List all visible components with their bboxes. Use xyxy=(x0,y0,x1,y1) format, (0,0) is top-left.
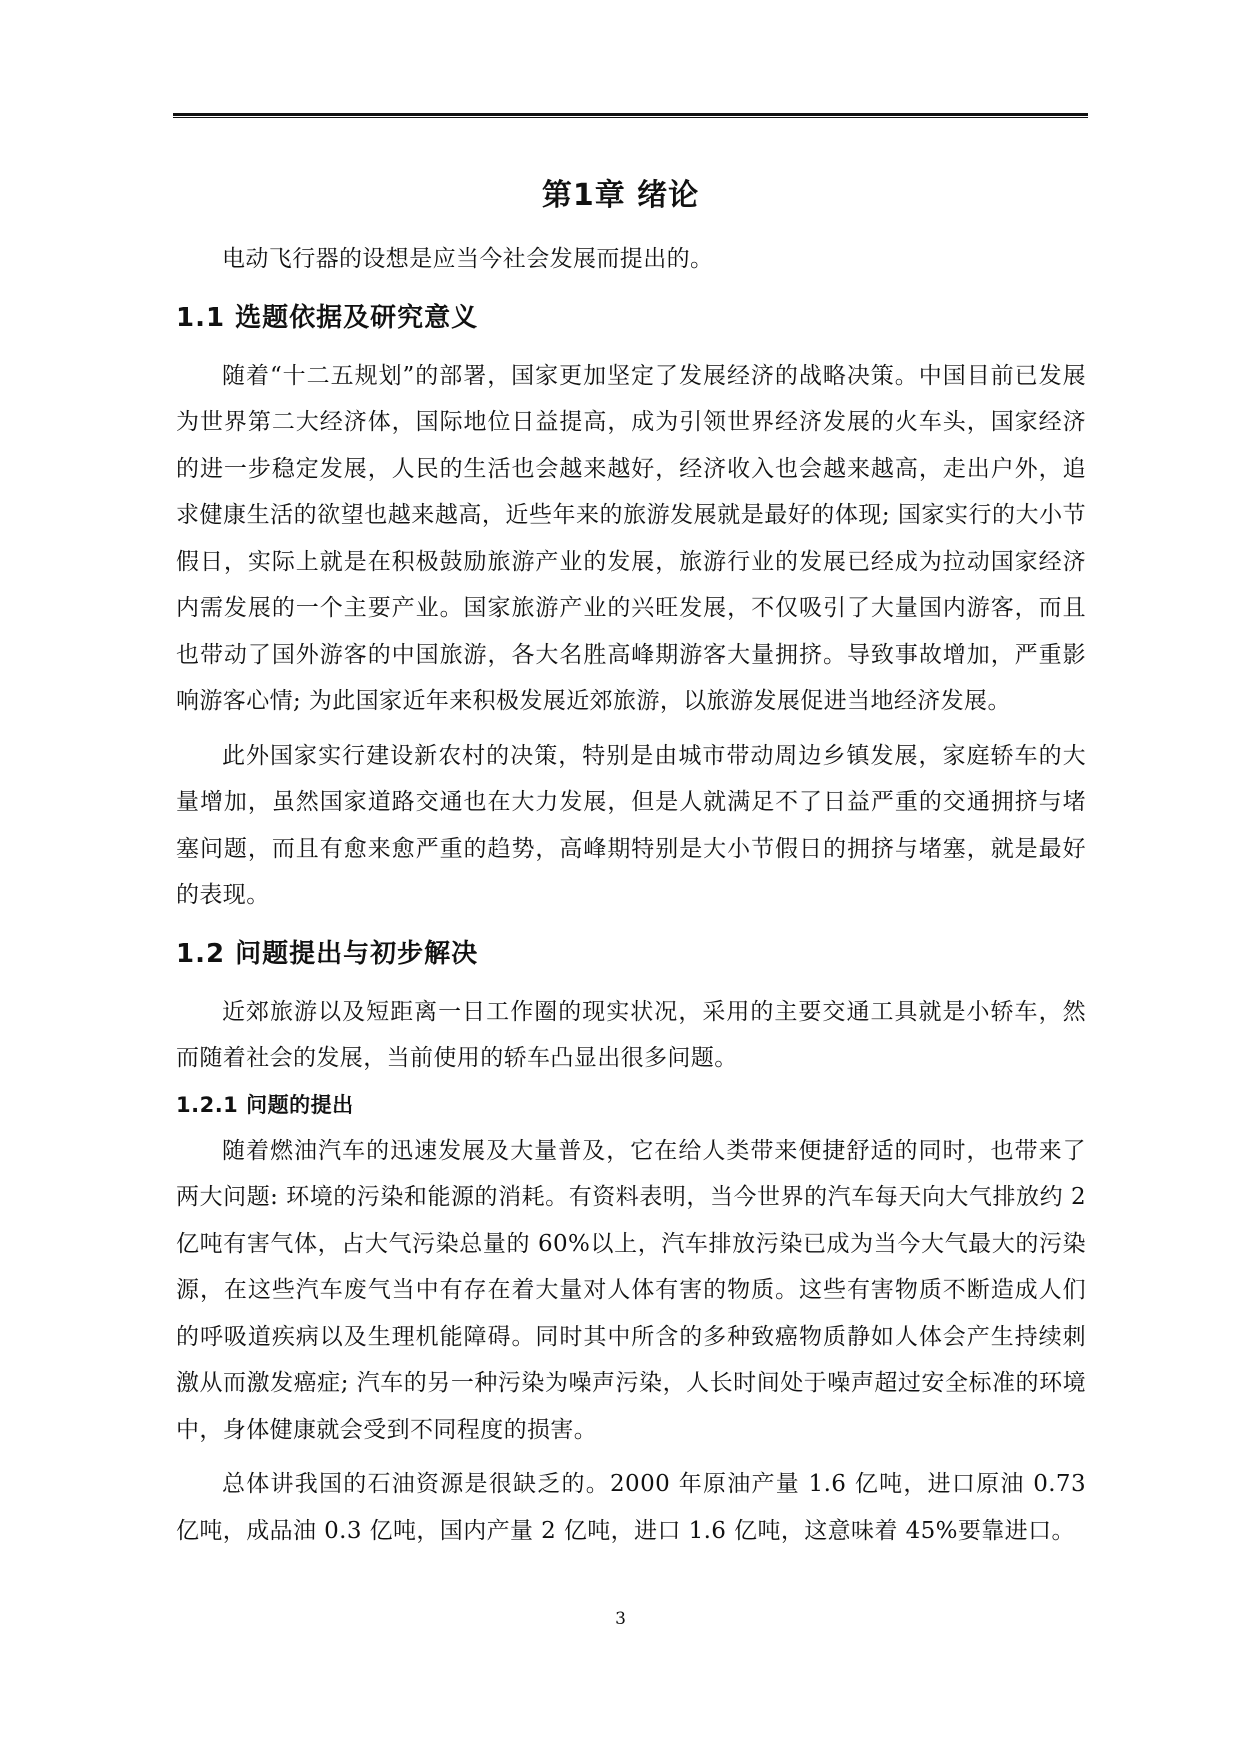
section-1-1-heading: 1.1 选题依据及研究意义 xyxy=(176,302,479,333)
section-1-2-1-paragraph-1: 随着燃油汽车的迅速发展及大量普及，它在给人类带来便捷舒适的同时，也带来了两大问题: 环境的污染和能源的消耗。有资料表明，当今世界的汽车每天向大气排放约 2 亿吨有害气体，占大气污染总量的 60%以上，汽车排放污染已成为当今大气最大的污染源，在这些汽车废气当中有存在着大量对人体有害的物质。这些有害物质不断造成人们的呼吸道疾病以及生理机能障碍。同时其中所含的多种致癌物质静如人体会产生持续刺激从而激发癌症; 汽车的另一种污染为噪声污染，人长时间处于噪声超过安全标准的环境中，身体健康就会受到不同程度的损害。 xyxy=(176,1137,1086,1443)
section-1-1-paragraph-2: 此外国家实行建设新农村的决策，特别是由城市带动周边乡镇发展，家庭轿车的大量增加，虽然国家道路交通也在大力发展，但是人就满足不了日益严重的交通拥挤与堵塞问题，而且有愈来愈严重的趋势，高峰期特别是大小节假日的拥挤与堵塞，就是最好的表现。 xyxy=(176,742,1086,908)
section-1-2-paragraph-1: 近郊旅游以及短距离一日工作圈的现实状况，采用的主要交通工具就是小轿车，然而随着社会的发展，当前使用的轿车凸显出很多问题。 xyxy=(176,998,1086,1071)
intro-paragraph: 电动飞行器的设想是应当今社会发展而提出的。 xyxy=(222,246,714,272)
section-1-2-1-heading: 1.2.1 问题的提出 xyxy=(176,1092,354,1117)
page-number: 3 xyxy=(615,1609,626,1629)
section-1-2-1-paragraph-2: 总体讲我国的石油资源是很缺乏的。2000 年原油产量 1.6 亿吨，进口原油 0.73 亿吨，成品油 0.3 亿吨，国内产量 2 亿吨，进口 1.6 亿吨，这意味着 45%要靠进口。 xyxy=(176,1471,1086,1544)
chapter-title: 第1章 绪论 xyxy=(541,178,700,213)
section-1-2-heading: 1.2 问题提出与初步解决 xyxy=(176,938,479,969)
page-content xyxy=(176,236,1086,1554)
header-double-rule xyxy=(173,113,1088,118)
section-1-1-paragraph-1: 随着“十二五规划”的部署，国家更加坚定了发展经济的战略决策。中国目前已发展为世界第二大经济体，国际地位日益提高，成为引领世界经济发展的火车头，国家经济的进一步稳定发展，人民的生活也会越来越好，经济收入也会越来越高，走出户外，追求健康生活的欲望也越来越高，近些年来的旅游发展就是最好的体现; 国家实行的大小节假日，实际上就是在积极鼓励旅游产业的发展，旅游行业的发展已经成为拉动国家经济内需发展的一个主要产业。国家旅游产业的兴旺发展，不仅吸引了大量国内游客，而且也带动了国外游客的中国旅游，各大名胜高峰期游客大量拥挤。导致事故增加，严重影响游客心情; 为此国家近年来积极发展近郊旅游，以旅游发展促进当地经济发展。 xyxy=(176,362,1086,714)
